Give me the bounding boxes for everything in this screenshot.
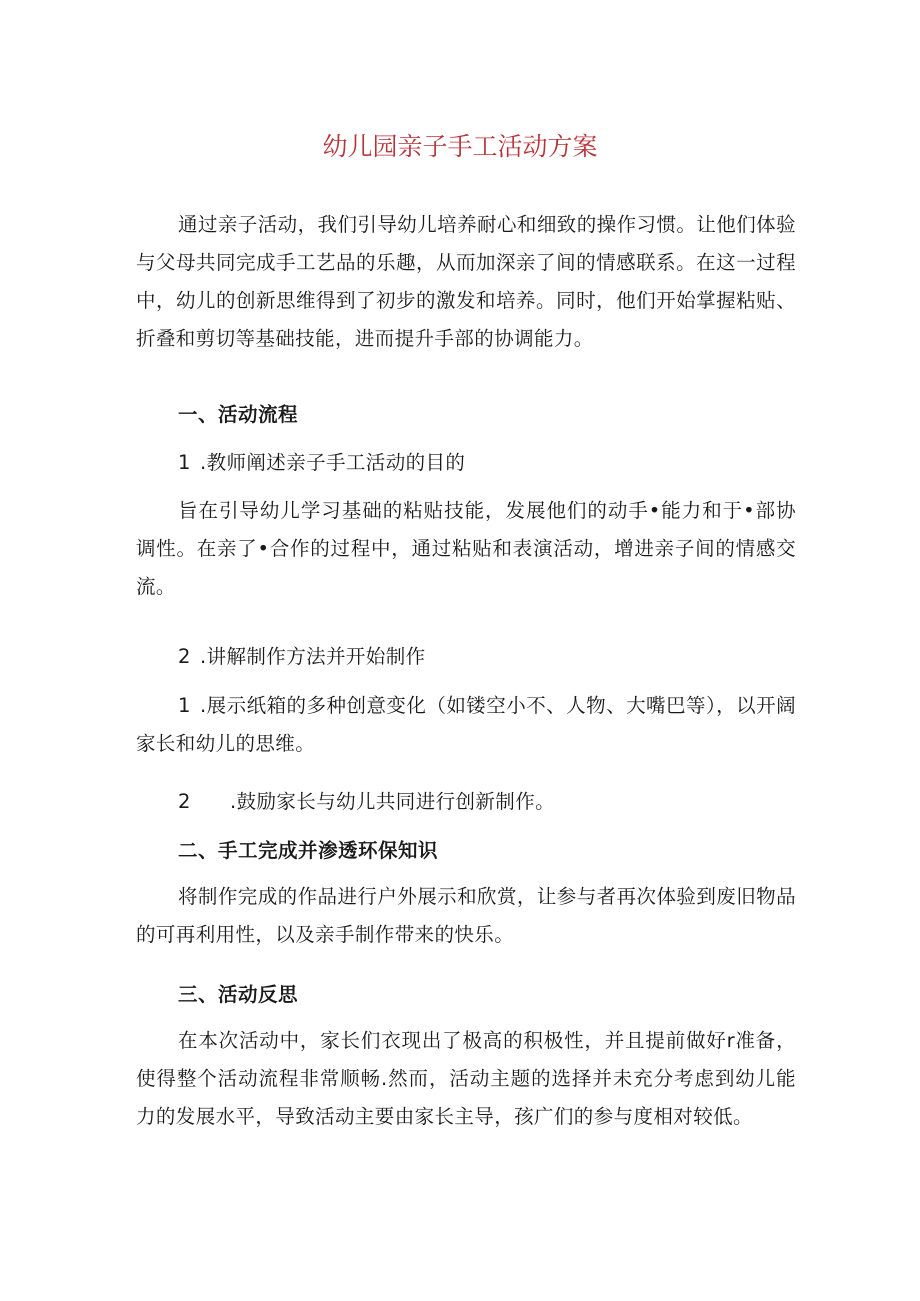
document-title: 幼儿园亲子手工活动方案 [322,132,598,161]
step-1-number: 1 [178,451,191,474]
section-heading-completion: 二、手工完成并渗透环保知识 [178,839,439,862]
completion-paragraph: 将制作完成的作品进行户外展示和欣赏，让参与者再次体验到废旧物品的可再利用性，以及亲手制作带来的快乐。 [136,885,796,946]
step-1-body: 旨在引导幼儿学习基础的粘贴技能，发展他们的动手•能力和于•部协调性。在亲了•合作的过程中，通过粘贴和表演活动，增进亲子间的情感交流。 [136,499,796,598]
reflection-paragraph: 在本次活动中，家长们衣现出了极高的积极性，并且提前做好r准备，使得整个活动流程非常顺畅.然而，活动主题的选择并未充分考虑到幼儿能力的发展水平，导致活动主要由家长主导，孩广们的参与度相对较低。 [136,1029,796,1128]
step-1-text: .教师阐述亲子手工活动的目的 [200,451,466,474]
step-1-line [178,448,465,478]
sub-item-2-text: .鼓励家长与幼儿共同进行创新制作。 [230,790,555,813]
section-heading-reflection: 三、活动反思 [178,983,299,1006]
intro-paragraph: 通过亲子活动，我们引导幼儿培养耐心和细致的操作习惯。让他们体验与父母共同完成手工艺品的乐趣，从而加深亲了间的情感联系。在这一过程中，幼儿的创新思维得到了初步的激发和培养。同时，他们开始掌握粘贴、折叠和剪切等基础技能，进而提升手部的协调能力。 [136,213,796,350]
sub-item-2-line [178,787,555,817]
section-heading-process: 一、活动流程 [178,403,299,426]
step-2-line [178,642,426,672]
sub-item-1-text: .展示纸箱的多种创意变化（如镂空小不、人物、大嘴巴等），以开阔家长和幼儿的思维。 [136,694,796,755]
step-2-number: 2 [178,645,191,668]
sub-item-1-number: 1 [178,694,191,717]
sub-item-1 [136,687,796,763]
step-2-text: .讲解制作方法并开始制作 [200,645,426,668]
sub-item-2-number: 2 [178,790,191,813]
